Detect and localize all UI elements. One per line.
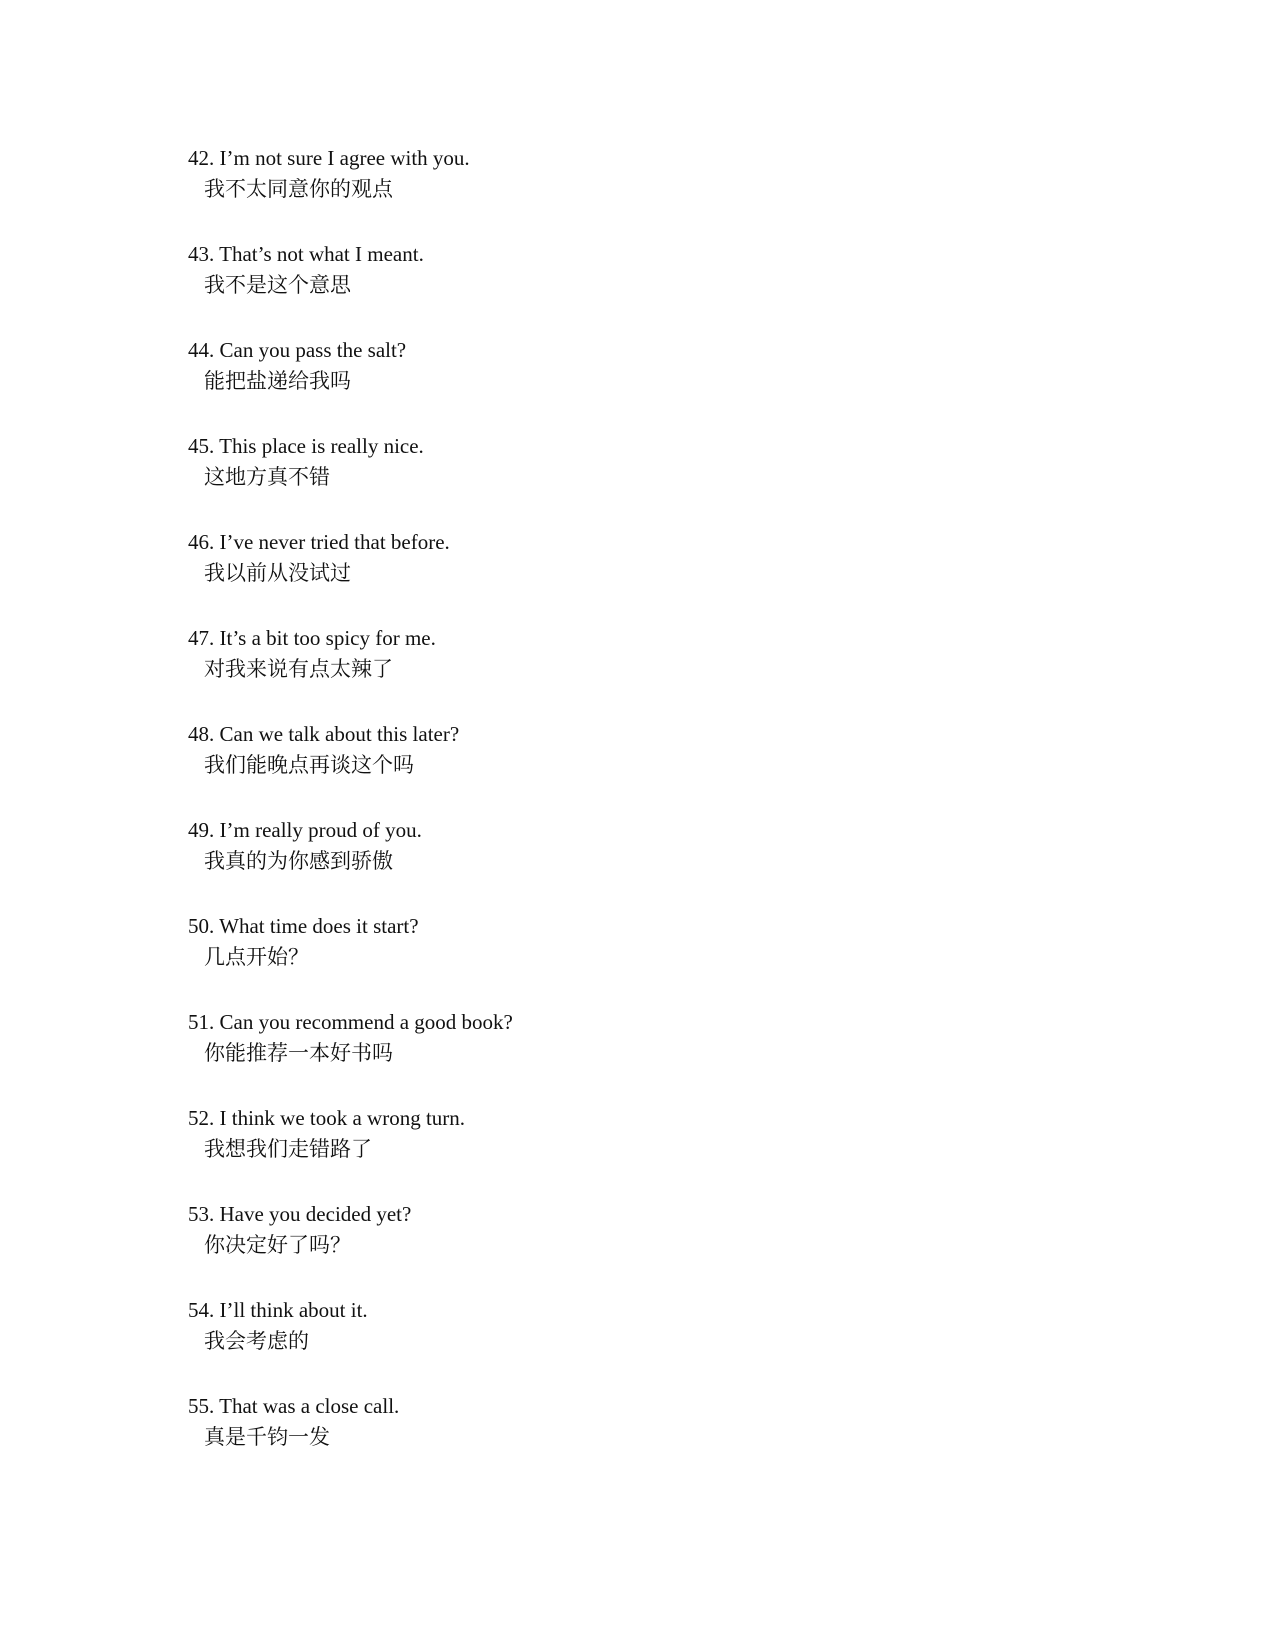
phrase-item bbox=[188, 242, 513, 338]
chinese-translation: 你决定好了吗？ bbox=[204, 1233, 351, 1257]
english-phrase: 42. I’m not sure I agree with you. bbox=[188, 146, 470, 170]
chinese-translation: 你能推荐一本好书吗 bbox=[204, 1041, 393, 1065]
chinese-translation: 我会考虑的 bbox=[204, 1329, 309, 1353]
phrase-item bbox=[188, 1298, 513, 1394]
english-phrase: 47. It’s a bit too spicy for me. bbox=[188, 626, 436, 650]
phrase-item bbox=[188, 1202, 513, 1298]
english-phrase: 50. What time does it start? bbox=[188, 914, 419, 938]
chinese-translation: 我不太同意你的观点 bbox=[204, 177, 393, 201]
phrase-item bbox=[188, 1106, 513, 1202]
phrase-list bbox=[188, 146, 513, 1490]
phrase-item bbox=[188, 530, 513, 626]
chinese-translation: 这地方真不错 bbox=[204, 465, 330, 489]
phrase-item bbox=[188, 338, 513, 434]
english-phrase: 55. That was a close call. bbox=[188, 1394, 400, 1418]
phrase-item bbox=[188, 146, 513, 242]
phrase-item bbox=[188, 818, 513, 914]
english-phrase: 52. I think we took a wrong turn. bbox=[188, 1106, 466, 1130]
english-phrase: 45. This place is really nice. bbox=[188, 434, 424, 458]
chinese-translation: 几点开始？ bbox=[204, 945, 309, 969]
phrase-item bbox=[188, 722, 513, 818]
phrase-item bbox=[188, 1010, 513, 1106]
english-phrase: 44. Can you pass the salt? bbox=[188, 338, 407, 362]
english-phrase: 49. I’m really proud of you. bbox=[188, 818, 422, 842]
phrase-item bbox=[188, 914, 513, 1010]
english-phrase: 48. Can we talk about this later? bbox=[188, 722, 460, 746]
chinese-translation: 我们能晚点再谈这个吗 bbox=[204, 753, 414, 777]
english-phrase: 54. I’ll think about it. bbox=[188, 1298, 368, 1322]
phrase-item bbox=[188, 626, 513, 722]
english-phrase: 43. That’s not what I meant. bbox=[188, 242, 424, 266]
chinese-translation: 我不是这个意思 bbox=[204, 273, 351, 297]
phrase-item bbox=[188, 1394, 513, 1490]
chinese-translation: 能把盐递给我吗 bbox=[204, 369, 351, 393]
english-phrase: 51. Can you recommend a good book? bbox=[188, 1010, 513, 1034]
chinese-translation: 我真的为你感到骄傲 bbox=[204, 849, 393, 873]
english-phrase: 53. Have you decided yet? bbox=[188, 1202, 412, 1226]
english-phrase: 46. I’ve never tried that before. bbox=[188, 530, 450, 554]
chinese-translation: 对我来说有点太辣了 bbox=[204, 657, 393, 681]
phrase-item bbox=[188, 434, 513, 530]
chinese-translation: 我以前从没试过 bbox=[204, 561, 351, 585]
chinese-translation: 真是千钧一发 bbox=[204, 1425, 330, 1449]
chinese-translation: 我想我们走错路了 bbox=[204, 1137, 372, 1161]
